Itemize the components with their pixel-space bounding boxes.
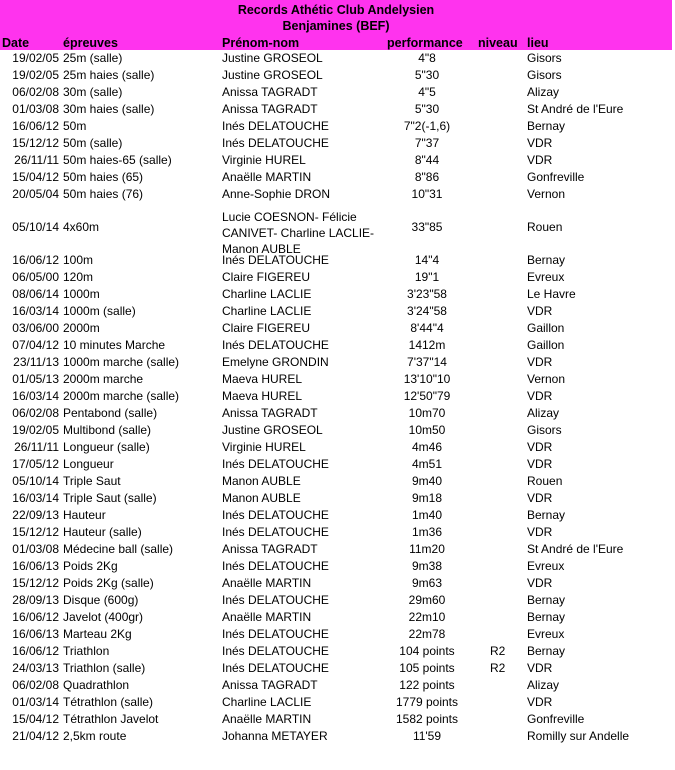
record-performance: 3'24"58 — [407, 304, 447, 318]
record-athlete: Anissa TAGRADT — [222, 542, 318, 556]
record-athlete: Emelyne GRONDIN — [222, 355, 329, 369]
record-location: Bernay — [527, 593, 566, 607]
record-location: Gisors — [527, 51, 562, 65]
record-date: 16/06/12 — [12, 644, 59, 658]
table-row — [0, 320, 672, 337]
record-date: 01/03/08 — [12, 102, 59, 116]
record-athlete: Inés DELATOUCHE — [222, 627, 329, 641]
record-event: Multibond (salle) — [63, 423, 152, 437]
record-performance: 9m40 — [411, 474, 443, 488]
col-header-performance: performance — [387, 36, 463, 50]
table-row — [0, 677, 672, 694]
table-row — [0, 354, 672, 371]
record-athlete: Manon AUBLE — [222, 491, 301, 505]
record-event: 1000m — [63, 287, 100, 301]
record-date: 06/02/08 — [12, 406, 59, 420]
record-location: Evreux — [527, 270, 565, 284]
record-performance: 7"37 — [414, 136, 440, 150]
record-performance: 19"1 — [414, 270, 440, 284]
record-location: Le Havre — [527, 287, 576, 301]
record-location: VDR — [527, 440, 553, 454]
record-athlete: Inés DELATOUCHE — [222, 338, 329, 352]
table-row — [0, 694, 672, 711]
header-band — [0, 0, 672, 50]
col-header-niveau: niveau — [478, 36, 518, 50]
record-event: Médecine ball (salle) — [63, 542, 174, 556]
record-location: Romilly sur Andelle — [527, 729, 630, 743]
page-title: Records Athétic Club Andelysien — [237, 3, 435, 17]
record-location: Gisors — [527, 423, 562, 437]
record-athlete: Anaëlle MARTIN — [222, 712, 312, 726]
record-performance: 8'44"4 — [410, 321, 444, 335]
table-row — [0, 592, 672, 609]
record-athlete: Anaëlle MARTIN — [222, 576, 312, 590]
record-level: R2 — [490, 644, 506, 658]
record-athlete: Inés DELATOUCHE — [222, 525, 329, 539]
record-location: St André de l'Eure — [527, 542, 624, 556]
record-location: VDR — [527, 457, 553, 471]
table-row — [0, 728, 672, 745]
record-date: 15/12/12 — [12, 136, 59, 150]
record-event: Hauteur — [63, 508, 106, 522]
record-athlete: Charline LACLIE — [222, 695, 312, 709]
table-row — [0, 135, 672, 152]
record-performance: 11'59 — [412, 729, 442, 743]
table-row — [0, 711, 672, 728]
record-athlete: Maeva HUREL — [222, 372, 303, 386]
record-athlete: Anissa TAGRADT — [222, 85, 318, 99]
record-event: 120m — [63, 270, 94, 284]
record-date: 07/04/12 — [12, 338, 59, 352]
record-location: Bernay — [527, 119, 566, 133]
record-location: Alizay — [527, 85, 560, 99]
record-event: 50m — [63, 119, 87, 133]
record-date: 16/03/14 — [12, 304, 59, 318]
record-event: 30m haies (salle) — [63, 102, 155, 116]
record-athlete: Anaëlle MARTIN — [222, 170, 312, 184]
record-event: 2000m — [63, 321, 100, 335]
table-row — [0, 439, 672, 456]
record-event: Tétrathlon (salle) — [63, 695, 154, 709]
record-date: 21/04/12 — [12, 729, 59, 743]
record-event: 2000m marche (salle) — [63, 389, 180, 403]
table-row — [0, 118, 672, 135]
record-performance: 105 points — [399, 661, 455, 675]
record-event: Triathlon — [63, 644, 110, 658]
record-athlete: Inés DELATOUCHE — [222, 661, 329, 675]
record-date: 24/03/13 — [12, 661, 59, 675]
record-athlete: Charline LACLIE — [222, 287, 312, 301]
table-row — [0, 203, 672, 256]
record-athlete: Justine GROSEOL — [222, 423, 323, 437]
record-athlete: Claire FIGEREU — [222, 321, 311, 335]
table-row — [0, 84, 672, 101]
record-performance: 3'23"58 — [407, 287, 447, 301]
record-date: 26/11/11 — [14, 440, 59, 454]
record-performance: 4"5 — [418, 85, 436, 99]
record-athlete: Inés DELATOUCHE — [222, 644, 329, 658]
record-event: Tétrathlon Javelot — [63, 712, 159, 726]
record-date: 15/04/12 — [12, 170, 59, 184]
record-event: Poids 2Kg (salle) — [63, 576, 154, 590]
col-header-date: Date — [2, 36, 30, 50]
table-row — [0, 456, 672, 473]
record-location: Bernay — [527, 508, 566, 522]
record-location: Vernon — [527, 187, 566, 201]
record-event: Javelot (400gr) — [63, 610, 144, 624]
record-date: 16/06/12 — [12, 253, 59, 267]
table-row — [0, 371, 672, 388]
record-performance: 9m63 — [411, 576, 443, 590]
table-row — [0, 524, 672, 541]
table-row — [0, 558, 672, 575]
record-location: VDR — [527, 661, 553, 675]
table-row — [0, 101, 672, 118]
record-location: Gonfreville — [527, 712, 585, 726]
record-date: 06/05/00 — [12, 270, 59, 284]
record-event: 30m (salle) — [63, 85, 123, 99]
record-athlete: Inés DELATOUCHE — [222, 253, 329, 267]
record-athlete: Inés DELATOUCHE — [222, 593, 329, 607]
table-row — [0, 337, 672, 354]
record-date: 01/03/08 — [12, 542, 59, 556]
table-row — [0, 422, 672, 439]
table-row — [0, 252, 672, 269]
page-subtitle: Benjamines (BEF) — [282, 19, 390, 33]
record-performance: 1412m — [408, 338, 446, 352]
record-event: Triathlon (salle) — [63, 661, 146, 675]
records-table — [0, 50, 672, 745]
record-athlete: Anissa TAGRADT — [222, 678, 318, 692]
record-date: 19/02/05 — [12, 68, 59, 82]
record-date: 16/06/12 — [12, 119, 59, 133]
record-location: Evreux — [527, 627, 565, 641]
record-location: VDR — [527, 304, 553, 318]
record-date: 16/06/13 — [12, 559, 59, 573]
record-date: 03/06/00 — [12, 321, 59, 335]
record-athlete: Inés DELATOUCHE — [222, 508, 329, 522]
record-date: 05/10/14 — [12, 220, 59, 234]
record-performance: 8"86 — [414, 170, 440, 184]
record-date: 19/02/05 — [12, 51, 59, 65]
record-location: Vernon — [527, 372, 566, 386]
table-row — [0, 575, 672, 592]
record-athlete: Anne-Sophie DRON — [222, 187, 331, 201]
record-performance: 1582 points — [395, 712, 459, 726]
record-event: Triple Saut (salle) — [63, 491, 157, 505]
record-event: 50m haies (76) — [63, 187, 144, 201]
record-performance: 10m70 — [408, 406, 446, 420]
record-performance: 7'37"14 — [407, 355, 447, 369]
record-athlete: Anissa TAGRADT — [222, 406, 318, 420]
table-row — [0, 388, 672, 405]
record-date: 01/03/14 — [12, 695, 59, 709]
record-athlete: Virginie HUREL — [222, 153, 306, 167]
table-row — [0, 405, 672, 422]
record-performance: 12'50"79 — [403, 389, 451, 403]
table-row — [0, 507, 672, 524]
record-event: Pentabond (salle) — [63, 406, 158, 420]
record-athlete: Virginie HUREL — [222, 440, 306, 454]
table-row — [0, 169, 672, 186]
record-athlete: Justine GROSEOL — [222, 68, 323, 82]
col-header-nom: Prénom-nom — [222, 36, 300, 50]
table-row — [0, 473, 672, 490]
record-event: 50m haies-65 (salle) — [63, 153, 172, 167]
record-performance: 5"30 — [414, 68, 440, 82]
record-performance: 5"30 — [414, 102, 440, 116]
record-performance: 29m60 — [408, 593, 446, 607]
record-date: 15/04/12 — [12, 712, 59, 726]
table-row — [0, 67, 672, 84]
record-event: Disque (600g) — [63, 593, 139, 607]
record-athlete: Claire FIGEREU — [222, 270, 311, 284]
record-performance: 1m36 — [411, 525, 443, 539]
record-event: Poids 2Kg — [63, 559, 118, 573]
record-performance: 11m20 — [409, 542, 445, 556]
record-performance: 10"31 — [411, 187, 443, 201]
table-row — [0, 609, 672, 626]
record-level: R2 — [490, 661, 506, 675]
record-date: 16/03/14 — [12, 491, 59, 505]
record-date: 01/05/13 — [12, 372, 59, 386]
record-location: VDR — [527, 525, 553, 539]
record-event: Longueur — [63, 457, 114, 471]
table-row — [0, 660, 672, 677]
record-performance: 22m10 — [408, 610, 446, 624]
record-event: Quadrathlon — [63, 678, 130, 692]
record-location: St André de l'Eure — [527, 102, 624, 116]
record-date: 16/06/13 — [12, 627, 59, 641]
col-header-epreuves: épreuves — [63, 36, 118, 50]
record-location: Bernay — [527, 644, 566, 658]
record-date: 28/09/13 — [12, 593, 59, 607]
record-date: 15/12/12 — [12, 525, 59, 539]
record-event: Longueur (salle) — [63, 440, 150, 454]
record-date: 20/05/04 — [12, 187, 59, 201]
record-date: 23/11/13 — [13, 355, 59, 369]
record-event: 4x60m — [63, 220, 100, 234]
record-event: 10 minutes Marche — [63, 338, 166, 352]
table-row — [0, 643, 672, 660]
record-athlete: Justine GROSEOL — [222, 51, 323, 65]
record-event: 50m haies (65) — [63, 170, 144, 184]
record-date: 17/05/12 — [12, 457, 59, 471]
record-location: VDR — [527, 695, 553, 709]
record-athlete: Inés DELATOUCHE — [222, 559, 329, 573]
record-location: Bernay — [527, 610, 566, 624]
record-athlete: Anaëlle MARTIN — [222, 610, 312, 624]
record-location: VDR — [527, 136, 553, 150]
record-performance: 4m46 — [411, 440, 443, 454]
record-athlete: Maeva HUREL — [222, 389, 303, 403]
record-date: 16/06/12 — [12, 610, 59, 624]
record-date: 15/12/12 — [12, 576, 59, 590]
record-event: 50m (salle) — [63, 136, 123, 150]
record-performance: 1779 points — [395, 695, 459, 709]
record-date: 22/09/13 — [12, 508, 59, 522]
record-event: 25m (salle) — [63, 51, 123, 65]
record-event: 2000m marche — [63, 372, 144, 386]
record-performance: 1m40 — [411, 508, 443, 522]
record-performance: 9m18 — [411, 491, 443, 505]
record-location: Gisors — [527, 68, 562, 82]
record-date: 05/10/14 — [12, 474, 59, 488]
record-athlete: Charline LACLIE — [222, 304, 312, 318]
record-event: 1000m marche (salle) — [63, 355, 180, 369]
record-performance: 122 points — [399, 678, 455, 692]
record-performance: 9m38 — [411, 559, 443, 573]
record-athlete: Inés DELATOUCHE — [222, 136, 329, 150]
col-header-lieu: lieu — [527, 36, 549, 50]
record-date: 08/06/14 — [12, 287, 59, 301]
record-event: 1000m (salle) — [63, 304, 136, 318]
record-event: Marteau 2Kg — [63, 627, 132, 641]
record-event: 25m haies (salle) — [63, 68, 155, 82]
record-athlete: Lucie COESNON- Félicie CANIVET- Charline LACLIE- Manon AUBLE — [222, 210, 375, 256]
record-event: Triple Saut — [63, 474, 121, 488]
record-location: Alizay — [527, 406, 560, 420]
record-date: 19/02/05 — [12, 423, 59, 437]
record-location: Gaillon — [527, 338, 565, 352]
table-row — [0, 186, 672, 203]
record-athlete: Inés DELATOUCHE — [222, 119, 329, 133]
record-location: VDR — [527, 153, 553, 167]
record-location: Alizay — [527, 678, 560, 692]
record-athlete: Inés DELATOUCHE — [222, 457, 329, 471]
record-date: 26/11/11 — [14, 153, 59, 167]
record-location: Gaillon — [527, 321, 565, 335]
record-date: 16/03/14 — [12, 389, 59, 403]
record-location: Evreux — [527, 559, 565, 573]
record-performance: 8"44 — [414, 153, 440, 167]
record-location: Gonfreville — [527, 170, 585, 184]
record-performance: 10m50 — [408, 423, 446, 437]
table-row — [0, 303, 672, 320]
record-location: Rouen — [527, 474, 563, 488]
table-row — [0, 269, 672, 286]
record-location: VDR — [527, 491, 553, 505]
record-performance: 13'10"10 — [403, 372, 451, 386]
record-location: Bernay — [527, 253, 566, 267]
record-performance: 22m78 — [408, 627, 446, 641]
record-performance: 104 points — [399, 644, 455, 658]
record-location: Rouen — [527, 220, 563, 234]
record-performance: 7"2(-1,6) — [403, 119, 451, 133]
record-location: VDR — [527, 576, 553, 590]
record-event: Hauteur (salle) — [63, 525, 142, 539]
record-performance: 33"85 — [411, 220, 443, 234]
record-performance: 4m51 — [411, 457, 443, 471]
table-row — [0, 286, 672, 303]
record-athlete: Anissa TAGRADT — [222, 102, 318, 116]
record-event: 100m — [63, 253, 94, 267]
table-row — [0, 152, 672, 169]
record-athlete: Johanna METAYER — [222, 729, 328, 743]
record-performance: 14"4 — [414, 253, 440, 267]
table-row — [0, 626, 672, 643]
table-row — [0, 50, 672, 67]
record-date: 06/02/08 — [12, 85, 59, 99]
table-row — [0, 541, 672, 558]
record-athlete: Manon AUBLE — [222, 474, 301, 488]
record-performance: 4"8 — [418, 51, 436, 65]
record-location: VDR — [527, 355, 553, 369]
record-event: 2,5km route — [63, 729, 127, 743]
table-row — [0, 490, 672, 507]
record-location: VDR — [527, 389, 553, 403]
record-date: 06/02/08 — [12, 678, 59, 692]
